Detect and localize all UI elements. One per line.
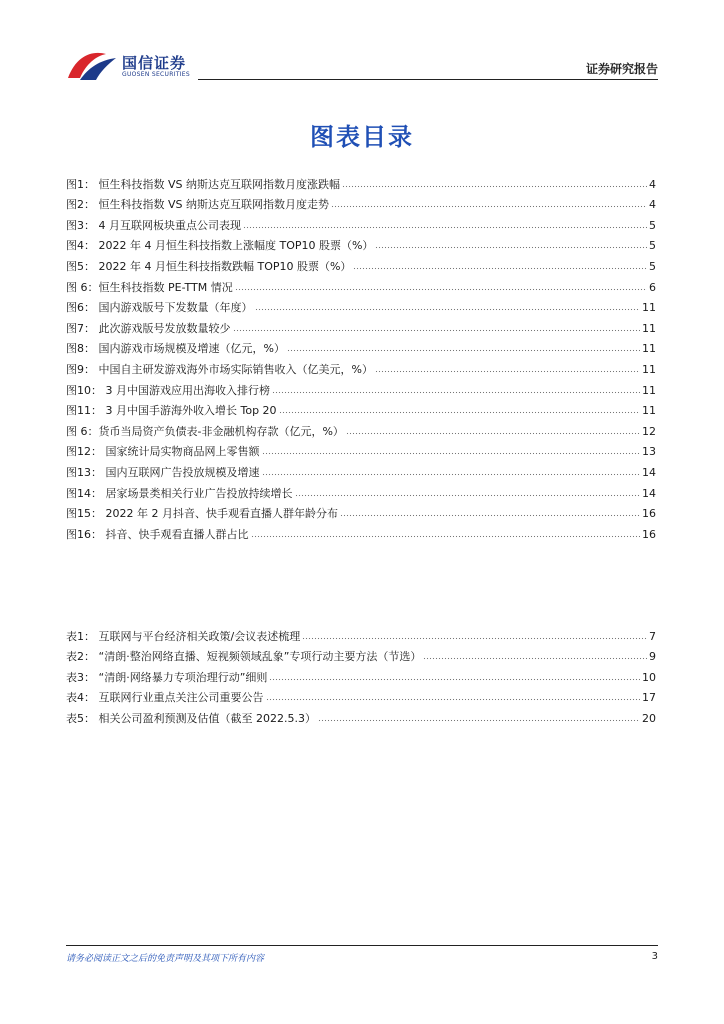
toc-entry-label: 图1： 恒生科技指数 VS 纳斯达克互联网指数月度涨跌幅	[66, 177, 340, 191]
figure-toc-entry[interactable]	[66, 500, 656, 521]
guosen-logo-mark-icon	[66, 48, 118, 84]
figure-toc-entry[interactable]	[66, 294, 656, 315]
toc-entry-page: 4	[649, 177, 656, 191]
toc-entry-label: 图5： 2022 年 4 月恒生科技指数跌幅 TOP10 股票（%）	[66, 259, 352, 273]
toc-dot-leader	[423, 657, 647, 660]
toc-entry-page: 11	[642, 404, 656, 418]
toc-dot-leader	[318, 719, 640, 722]
figure-list	[66, 170, 656, 541]
figure-toc-entry[interactable]	[66, 417, 656, 438]
toc-dot-leader	[353, 267, 647, 270]
toc-dot-leader	[235, 288, 647, 291]
toc-entry-label: 图13： 国内互联网广告投放规模及增速	[66, 465, 260, 479]
figure-toc-entry[interactable]	[66, 252, 656, 273]
toc-entry-page: 5	[649, 259, 656, 273]
toc-dot-leader	[340, 514, 640, 517]
toc-entry-page: 11	[642, 383, 656, 397]
figure-toc-entry[interactable]	[66, 335, 656, 356]
toc-entry-label: 图 6：货币当局资产负债表-非金融机构存款（亿元，%）	[66, 424, 344, 438]
toc-dot-leader	[331, 205, 647, 208]
header-divider	[198, 79, 658, 80]
toc-entry-label: 图6： 国内游戏版号下发数量（年度）	[66, 301, 253, 315]
page-title: 图表目录	[310, 123, 414, 151]
toc-entry-page: 12	[642, 424, 656, 438]
figure-toc-entry[interactable]	[66, 397, 656, 418]
toc-entry-page: 5	[649, 239, 656, 253]
figure-toc-entry[interactable]	[66, 273, 656, 294]
toc-dot-leader	[295, 494, 641, 497]
guosen-logo	[66, 48, 216, 84]
toc-entry-page: 6	[649, 280, 656, 294]
toc-entry-label: 图 6：恒生科技指数 PE-TTM 情况	[66, 280, 233, 294]
figure-toc-entry[interactable]	[66, 191, 656, 212]
toc-entry-page: 4	[649, 198, 656, 212]
table-list	[66, 622, 656, 725]
toc-entry-label: 图4： 2022 年 4 月恒生科技指数上涨幅度 TOP10 股票（%）	[66, 239, 374, 253]
toc-dot-leader	[251, 535, 641, 538]
toc-entry-page: 11	[642, 321, 656, 335]
toc-entry-page: 14	[642, 465, 656, 479]
page-number: 3	[651, 951, 658, 962]
toc-dot-leader	[302, 637, 647, 640]
table-toc-entry[interactable]	[66, 663, 656, 684]
toc-entry-label: 表5： 相关公司盈利预测及估值（截至 2022.5.3）	[66, 711, 316, 725]
toc-entry-page: 20	[642, 711, 656, 725]
table-toc-entry[interactable]	[66, 643, 656, 664]
toc-dot-leader	[262, 452, 641, 455]
toc-entry-page: 17	[642, 691, 656, 705]
figure-toc-entry[interactable]	[66, 170, 656, 191]
table-toc-entry[interactable]	[66, 622, 656, 643]
toc-entry-label: 图3： 4 月互联网板块重点公司表现	[66, 218, 241, 232]
toc-entry-label: 图2： 恒生科技指数 VS 纳斯达克互联网指数月度走势	[66, 198, 329, 212]
toc-entry-page: 11	[642, 362, 656, 376]
toc-entry-label: 图8： 国内游戏市场规模及增速（亿元，%）	[66, 342, 285, 356]
footer-divider	[66, 945, 658, 946]
figure-toc-entry[interactable]	[66, 232, 656, 253]
toc-entry-page: 5	[649, 218, 656, 232]
toc-entry-page: 16	[642, 527, 656, 541]
toc-entry-page: 11	[642, 342, 656, 356]
toc-dot-leader	[279, 411, 640, 414]
figure-toc-entry[interactable]	[66, 355, 656, 376]
figure-toc-entry[interactable]	[66, 438, 656, 459]
toc-dot-leader	[287, 349, 640, 352]
logo-english-name: GUOSEN SECURITIES	[122, 71, 191, 78]
figure-toc-entry[interactable]	[66, 520, 656, 541]
toc-entry-page: 13	[642, 445, 656, 459]
toc-entry-label: 表1： 互联网与平台经济相关政策/会议表述梳理	[66, 629, 301, 643]
toc-dot-leader	[272, 391, 640, 394]
toc-dot-leader	[269, 678, 640, 681]
figure-toc-entry[interactable]	[66, 376, 656, 397]
footer-disclaimer: 请务必阅读正文之后的免责声明及其项下所有内容	[66, 954, 265, 964]
toc-entry-label: 图11： 3 月中国手游海外收入增长 Top 20	[66, 404, 277, 418]
toc-entry-label: 图9： 中国自主研发游戏海外市场实际销售收入（亿美元，%）	[66, 362, 373, 376]
figure-toc-entry[interactable]	[66, 314, 656, 335]
table-toc-entry[interactable]	[66, 684, 656, 705]
toc-entry-page: 9	[649, 650, 656, 664]
toc-entry-page: 14	[642, 486, 656, 500]
toc-entry-label: 图16： 抖音、快手观看直播人群占比	[66, 527, 249, 541]
toc-entry-page: 16	[642, 507, 656, 521]
logo-chinese-name: 国信证券	[122, 54, 187, 72]
toc-dot-leader	[243, 226, 647, 229]
figure-toc-entry[interactable]	[66, 211, 656, 232]
figure-toc-entry[interactable]	[66, 479, 656, 500]
toc-dot-leader	[233, 329, 641, 332]
toc-entry-label: 表3： “清朗·网络暴力专项治理行动”细则	[66, 670, 268, 684]
toc-entry-label: 图12： 国家统计局实物商品网上零售额	[66, 445, 260, 459]
page-header	[66, 44, 658, 84]
toc-entry-page: 10	[642, 670, 656, 684]
toc-entry-page: 7	[649, 629, 656, 643]
report-type-label: 证券研究报告	[585, 62, 658, 76]
toc-entry-page: 11	[642, 301, 656, 315]
toc-entry-label: 表2： “清朗·整治网络直播、短视频领域乱象”专项行动主要方法（节选）	[66, 650, 422, 664]
toc-dot-leader	[266, 698, 641, 701]
toc-entry-label: 图10： 3 月中国游戏应用出海收入排行榜	[66, 383, 270, 397]
toc-dot-leader	[346, 432, 640, 435]
figure-toc-entry[interactable]	[66, 458, 656, 479]
toc-entry-label: 图7： 此次游戏版号发放数量较少	[66, 321, 231, 335]
toc-dot-leader	[342, 185, 647, 188]
toc-dot-leader	[262, 473, 641, 476]
toc-entry-label: 图14： 居家场景类相关行业广告投放持续增长	[66, 486, 293, 500]
toc-dot-leader	[375, 370, 640, 373]
table-toc-entry[interactable]	[66, 704, 656, 725]
toc-dot-leader	[255, 308, 641, 311]
toc-entry-label: 表4： 互联网行业重点关注公司重要公告	[66, 691, 264, 705]
toc-entry-label: 图15： 2022 年 2 月抖音、快手观看直播人群年龄分布	[66, 507, 338, 521]
toc-dot-leader	[375, 246, 647, 249]
